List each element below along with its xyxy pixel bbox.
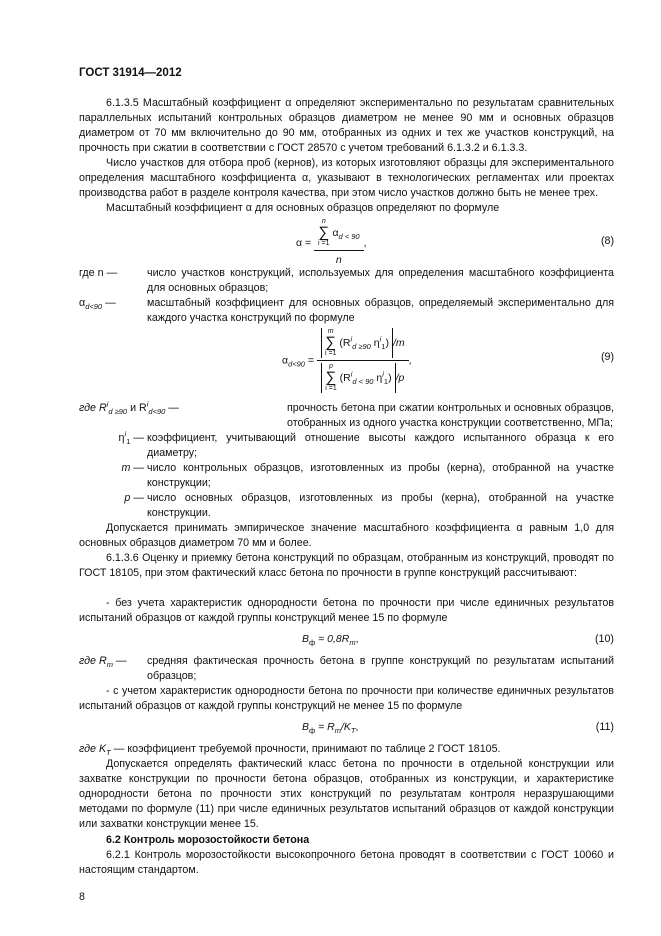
sub-a: d ≥90 [108,407,128,417]
label-a: где R [79,402,107,414]
formula-10 [302,632,359,647]
definition-text: прочность бетона при сжатии контрольных и основных образцов, отобранных из одного участка конструкции соответственно, МПа; [287,402,614,429]
divide-K: /K [341,721,351,733]
sup-i: i [124,429,127,439]
label-text: где n — [79,267,118,279]
definition-text: число участков конструкций, используемых для определения масштабного коэффициента для основных образцов; [147,267,614,294]
sup-i: i [350,369,353,379]
label-text: m — [121,462,145,474]
definition-text: масштабный коэффициент для основных образцов, определяемый экспериментально для каждого участка конструкций по формуле [147,297,614,324]
label-text: где R [79,655,107,667]
section-heading-6-2: 6.2 Контроль морозостойкости бетона [106,834,310,846]
definition-p [79,491,614,521]
label-symbol: η [118,432,125,444]
label-dash: — [112,655,127,667]
definition-alpha [79,296,614,326]
formula-lhs: α = [296,236,312,249]
paragraph-formula-intro: Масштабный коэффициент α для основных образцов определяют по формуле [106,202,500,214]
formula-term: α [332,226,339,239]
formula-comma: , [408,354,412,367]
definition-label [79,401,287,416]
sub-b: d<90 [148,407,166,417]
definition-label [79,296,147,311]
label-dash: — [165,402,179,414]
formula-number-8: (8) [600,235,614,247]
close-paren: ) [385,336,389,349]
divide-p: /p [395,371,405,384]
sup-i: i [146,399,149,409]
definition-KT [79,742,614,757]
close-paren: ) [388,371,392,384]
paragraph-without-homogeneity: - без учета характеристик однородности бетона по прочности при числе единичных результатов испытаний образцов от каждой группы конструкций менее 15 по формуле [79,597,614,624]
definition-text: коэффициент требуемой прочности, принимают по таблице 2 ГОСТ 18105. [127,743,501,755]
symbol-B: B [302,721,310,733]
divide-m: /m [392,336,405,349]
bracket-denominator: p ∑ i =1 ($R^i_{d < 90}$ $\eta^i_1$) [321,363,395,393]
label-dash: — [110,743,125,755]
lhs-subscript: d<90 [288,359,305,369]
paragraph-6-1-3-5: 6.1.3.5 Масштабный коэффициент α определяют экспериментально по результатам сравнительных параллельных испытаний контрольных образцов диаметром не менее 90 мм и основных образцов диаметром от 70 мм включительно до 90 мм, отобранных из одних и тех же участков конструкций, на прочность при сжатии в соответствии с ГОСТ 28570 с учетом требований 6.1.3.2 и 6.1.3.3. [79,97,614,154]
definition-label [79,461,147,476]
formula-8: α = n ∑ i =1 $\alpha_{d < 90}$ n , [296,218,367,266]
sub-f: ф [309,726,316,736]
formula-9 [282,328,412,393]
eta-subscript: 1 [383,376,389,386]
sub-m: m [349,638,356,648]
label-subscript: m [106,660,113,670]
sup-i: i [350,334,353,344]
label-subscript: d<90 [85,302,103,312]
paragraph-6-1-3-6: 6.1.3.6 Оценку и приемку бетона конструкций по образцам, отобранным из конструкций, проводят по ГОСТ 18105, при этом фактический класс бетона по прочности в группе конструкций рассчитывают: [79,552,614,579]
paragraph-sample-count: Число участков для отбора проб (кернов), из которых изготовляют образцы для экспериментального определения масштабного коэффициента α, указывают в технологических регламентах или проектах производства работ в разделе контроля качества, при этом число участков должно быть не менее трех. [79,157,614,199]
page-number: 8 [79,891,85,903]
sup-i: i [379,334,382,344]
sum-upper: p [329,363,333,370]
formula-number-11: (11) [595,721,614,733]
term-R: (R [339,336,351,349]
formula-lhs: α [282,354,289,367]
definition-text: средняя фактическая прочность бетона в группе конструкций по результатам испытаний образцов; [147,655,614,682]
label-b: и R [127,402,147,414]
paragraph-actual-class: Допускается определять фактический класс бетона по прочности в отдельной конструкции или захватке конструкции по прочности бетона образцов, отобранных из конструкции, и характеристике однородности бетона по прочности этих конструкций по результатам контроля неразрушающими методами по формуле (11) при числе единичных результатов испытаний образцов от каждой конструкции или захватки конструкции менее 15. [79,758,614,830]
paragraph-empirical: Допускается принимать эмпирическое значение масштабного коэффициента α равным 1,0 для основных образцов диаметром 70 мм и более. [79,522,614,549]
definition-label [79,266,147,281]
sup-i: i [382,369,384,379]
definition-Rm [79,654,614,684]
term-R: (R [339,371,351,384]
definition-R [79,401,614,431]
sum-lower: i =1 [318,240,330,247]
paragraph-6-2-1: 6.2.1 Контроль морозостойкости высокопрочного бетона проводят в соответствии с ГОСТ 10060 и настоящим стандартом. [79,849,614,876]
formula-denominator: n [335,254,342,266]
formula-comma: , [355,721,359,733]
sum-lower: i =1 [324,350,337,357]
definition-m [79,461,614,491]
definition-text: коэффициент, учитывающий отношение высоты каждого испытанного образца к его диаметру; [147,432,614,459]
definition-n [79,266,614,296]
definition-eta [79,431,614,461]
definition-label [79,654,147,669]
label-text: p — [124,492,145,504]
sup-i: i [106,399,109,409]
formula-rhs: = 0,8R [315,633,350,645]
label-symbol: α [79,297,86,309]
formula-comma: , [363,236,367,249]
sub-f: ф [309,638,316,648]
sum-upper: m [327,328,334,335]
sum-upper: n [321,218,326,225]
equals-sign: = [307,354,315,367]
label-dash: — [130,432,145,444]
sub-T: T [350,726,356,736]
term-subscript: d ≥90 [352,341,371,351]
document-header: ГОСТ 31914—2012 [79,67,182,79]
term-subscript: d < 90 [352,376,374,386]
sum-lower: i =1 [325,385,337,392]
formula-number-10: (10) [594,633,614,645]
term-eta: η [373,336,380,349]
formula-comma: , [355,633,359,645]
symbol-B: B [302,633,310,645]
definition-label [79,491,147,506]
sub-m: m [334,726,341,736]
label-text: где K [79,743,107,755]
formula-rhs: = R [315,721,335,733]
term-eta: η [376,371,383,384]
eta-subscript: 1 [381,341,386,351]
label-subscript: 1 [126,437,131,447]
formula-number-9: (9) [600,351,614,363]
definition-label [79,431,147,446]
term-subscript: d < 90 [338,231,360,241]
label-subscript: T [106,748,111,758]
bracket-numerator: m ∑ i =1 ($R^i_{d \ge 90}$ $\eta^i_1$) [321,328,393,358]
definition-text: число основных образцов, изготовленных из пробы (керна), отобранной на участке конструкции. [147,492,614,519]
definition-text: число контрольных образцов, изготовленных из пробы (керна), отобранной на участке конструкции; [147,462,614,489]
label-dash: — [102,297,116,309]
paragraph-with-homogeneity: - с учетом характеристик однородности бетона по прочности при количестве единичных результатов испытаний образцов от каждой группы конструкций не менее 15 по формуле [79,685,614,712]
formula-11 [302,720,358,735]
